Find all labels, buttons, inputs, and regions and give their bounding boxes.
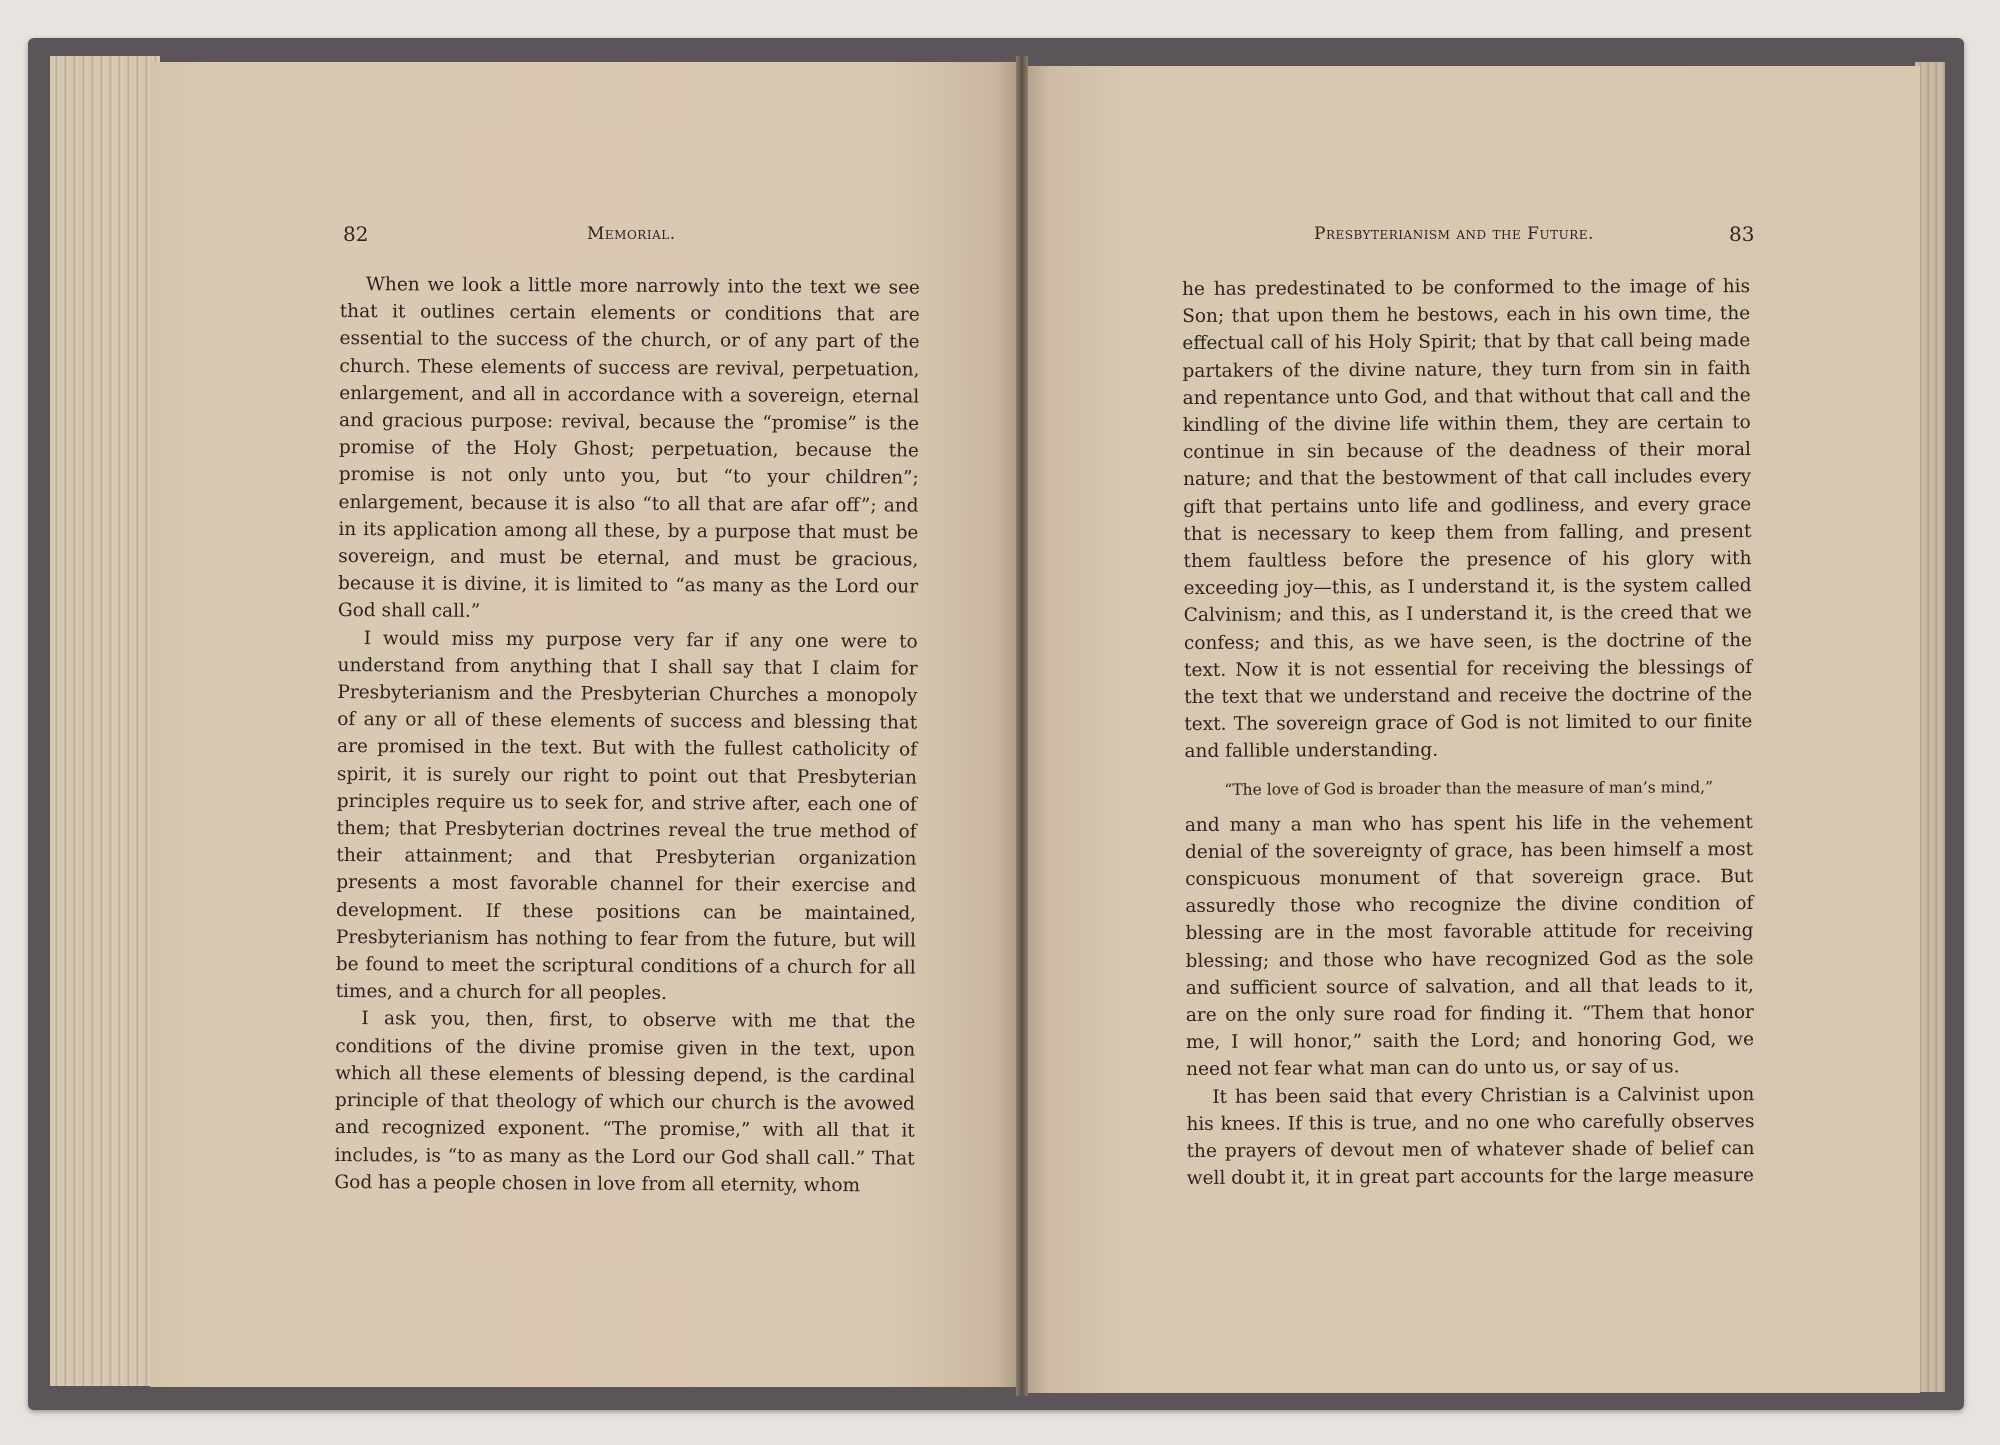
page-edges-left	[50, 56, 160, 1386]
left-page-number: 82	[343, 222, 369, 246]
right-page-number: 83	[1729, 222, 1755, 246]
poetry-quote: “The love of God is broader than the measure of man’s mind,”	[1224, 777, 1714, 799]
right-paragraph-1: he has predestinated to be conformed to the image of his Son; that upon them he bestows, each in his own time, the effectual call of his Holy Spirit; that by that call being made partakers of the divine nature, they turn from sin in faith and repentance unto God, and that without that call and the kindling of the divine life within them, they are certain to continue in sin because of the deadness of their moral nature; and that the bestowment of that call includes every gift that pertains unto life and godliness, and every grace that is necessary to keep them from falling, and present them faultless before the presence of his glory with exceeding joy—this, as I understand it, is the system called Calvinism; and this, as I understand it, is the creed that we confess; and this, as we have seen, is the doctrine of the text. Now it is not essential for receiving the blessings of the text that we understand and receive the doctrine of the text. The sovereign grace of God is not limited to our finite and fallible understanding.	[1182, 276, 1753, 763]
left-paragraph-1: When we look a little more narrowly into the text we see that it outlines certain elements or conditions that are essential to the success of the church, or of any part of the church. These elements of success are revival, perpetuation, enlargement, and all in accordance with a sovereign, eternal and gracious purpose: revival, because the “promise” is the promise of the Holy Ghost; perpetuation, because the promise is not only unto you, but “to your children”; enlargement, because it is also “to all that are afar off”; and in its application among all these, by a purpose that must be sovereign, and must be eternal, and must be gracious, because it is divine, it is limited to “as many as the Lord our God shall call.”	[337, 274, 920, 623]
book-gutter	[1016, 56, 1028, 1396]
right-paragraph-2: and many a man who has spent his life in the vehement denial of the sovereignty of grace, has been himself a most conspicuous monument of that sovereign grace. But assuredly those who recognize the divine condition of blessing are in the most favorable attitude for receiving blessing; and those who have recognized God as the sole and sufficient source of salvation, and all that leads to it, are on the only sure road for finding it. “Them that honor me, I will honor,” saith the Lord; and honoring God, we need not fear what man can do unto us, or say of us.	[1184, 811, 1755, 1081]
left-page-body	[334, 271, 920, 1199]
left-running-header: Memorial.	[587, 224, 676, 244]
left-paragraph-2: I would miss my purpose very far if any one were to understand from anything that I shall say that I claim for Presbyterianism and the Presbyterian Churches a monopoly of any or all of these elements of success and blessing that are promised in the text. But with the fullest catholicity of spirit, it is surely our right to point out that Presbyterian principles require us to seek for, and strive after, each one of them; that Presbyterian doctrines reveal the true method of their attainment; and that Presbyterian organization presents a most favorable channel for their exercise and development. If these positions can be maintained, Presbyterianism has nothing to fear from the future, but will be found to meet the scriptural conditions of a church for all times, and a church for all peoples.	[335, 627, 918, 1005]
right-paragraph-3: It has been said that every Christian is a Calvinist upon his knees. If this is true, and no one who carefully observes the prayers of devout men of whatever shade of belief can well doubt it, it in great part accounts for the large measure	[1186, 1083, 1755, 1190]
right-page-body	[1182, 273, 1755, 1192]
left-paragraph-3: I ask you, then, first, to observe with me that the conditions of the divine promise given in the text, upon which all these elements of blessing depend, is the cardinal principle of that theology of which our church is the avowed and recognized exponent. “The promise,” with all that it includes, is “to as many as the Lord our God shall call.” That God has a people chosen in love from all eternity, whom	[334, 1008, 916, 1196]
right-running-header: Presbyterianism and the Future.	[1314, 224, 1594, 244]
